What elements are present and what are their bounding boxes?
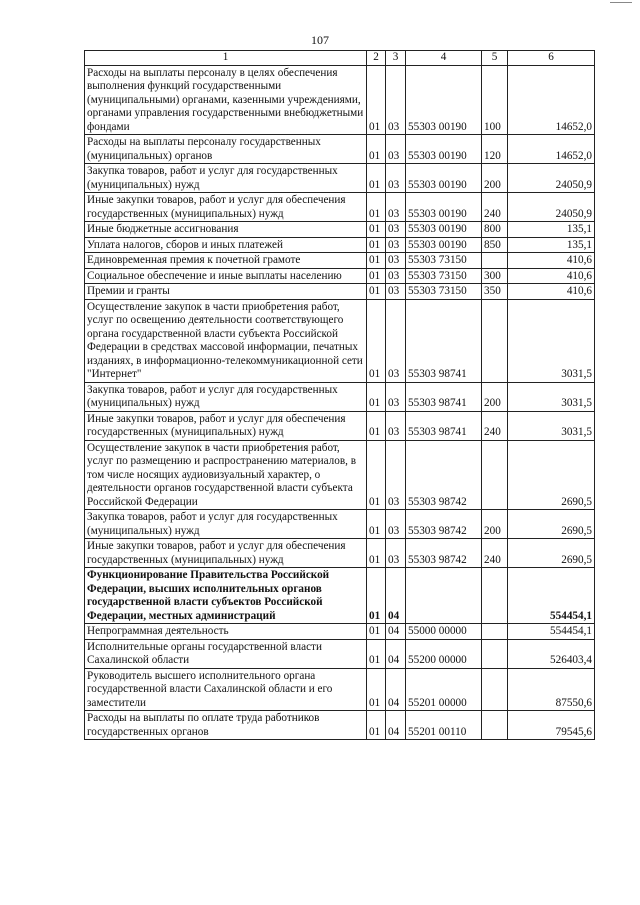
table-row bbox=[85, 539, 595, 568]
row-amount: 3031,5 bbox=[508, 411, 595, 440]
row-amount: 410,6 bbox=[508, 284, 595, 300]
row-subsection: 03 bbox=[386, 284, 406, 300]
row-target-article: 55201 00000 bbox=[406, 668, 482, 711]
row-name: Осуществление закупок в части приобретения работ, услуг по размещению и распространению материалов, в том числе носящих аудиовизуальный характер, о деятельности органов государственной власти субъекта Российской Федерации bbox=[85, 440, 367, 510]
header-cell-4: 4 bbox=[406, 51, 482, 66]
table-row bbox=[85, 65, 595, 135]
row-section: 01 bbox=[367, 668, 386, 711]
row-subsection: 03 bbox=[386, 222, 406, 238]
row-target-article: 55303 73150 bbox=[406, 268, 482, 284]
row-subsection: 03 bbox=[386, 193, 406, 222]
row-expense-type: 240 bbox=[482, 193, 508, 222]
row-amount: 14652,0 bbox=[508, 135, 595, 164]
row-target-article: 55303 98741 bbox=[406, 299, 482, 382]
row-subsection: 04 bbox=[386, 639, 406, 668]
row-subsection: 03 bbox=[386, 539, 406, 568]
row-amount: 2690,5 bbox=[508, 539, 595, 568]
table-row bbox=[85, 624, 595, 640]
header-cell-5: 5 bbox=[482, 51, 508, 66]
table-row bbox=[85, 440, 595, 510]
row-target-article: 55303 00190 bbox=[406, 193, 482, 222]
row-name: Расходы на выплаты персоналу государственных (муниципальных) органов bbox=[85, 135, 367, 164]
row-target-article: 55000 00000 bbox=[406, 624, 482, 640]
table-row bbox=[85, 253, 595, 269]
row-expense-type: 200 bbox=[482, 164, 508, 193]
row-section: 01 bbox=[367, 164, 386, 193]
row-target-article: 55303 73150 bbox=[406, 253, 482, 269]
row-target-article: 55201 00110 bbox=[406, 711, 482, 740]
row-name: Единовременная премия к почетной грамоте bbox=[85, 253, 367, 269]
row-target-article bbox=[406, 568, 482, 624]
row-section: 01 bbox=[367, 510, 386, 539]
row-name: Иные закупки товаров, работ и услуг для обеспечения государственных (муниципальных) нужд bbox=[85, 193, 367, 222]
row-subsection: 03 bbox=[386, 135, 406, 164]
row-amount: 3031,5 bbox=[508, 382, 595, 411]
header-cell-2: 2 bbox=[367, 51, 386, 66]
row-section: 01 bbox=[367, 440, 386, 510]
row-target-article: 55303 00190 bbox=[406, 164, 482, 193]
row-target-article: 55303 98742 bbox=[406, 539, 482, 568]
table-row bbox=[85, 135, 595, 164]
row-amount: 2690,5 bbox=[508, 510, 595, 539]
row-target-article: 55303 98741 bbox=[406, 411, 482, 440]
table-row bbox=[85, 568, 595, 624]
row-expense-type bbox=[482, 299, 508, 382]
row-name: Закупка товаров, работ и услуг для государственных (муниципальных) нужд bbox=[85, 382, 367, 411]
row-subsection: 03 bbox=[386, 237, 406, 253]
row-amount: 135,1 bbox=[508, 237, 595, 253]
row-amount: 14652,0 bbox=[508, 65, 595, 135]
row-subsection: 03 bbox=[386, 65, 406, 135]
row-amount: 554454,1 bbox=[508, 568, 595, 624]
row-section: 01 bbox=[367, 284, 386, 300]
row-section: 01 bbox=[367, 253, 386, 269]
row-name: Закупка товаров, работ и услуг для государственных (муниципальных) нужд bbox=[85, 164, 367, 193]
header-cell-1: 1 bbox=[85, 51, 367, 66]
row-expense-type bbox=[482, 253, 508, 269]
table-row bbox=[85, 222, 595, 238]
row-subsection: 04 bbox=[386, 568, 406, 624]
row-expense-type: 240 bbox=[482, 539, 508, 568]
page-number: 107 bbox=[311, 33, 329, 47]
row-name: Иные закупки товаров, работ и услуг для обеспечения государственных (муниципальных) нужд bbox=[85, 539, 367, 568]
row-section: 01 bbox=[367, 135, 386, 164]
row-subsection: 04 bbox=[386, 668, 406, 711]
row-amount: 135,1 bbox=[508, 222, 595, 238]
row-section: 01 bbox=[367, 411, 386, 440]
row-section: 01 bbox=[367, 382, 386, 411]
row-name: Функционирование Правительства Российской Федерации, высших исполнительных органов государственной власти субъектов Российской Федерации, местных администраций bbox=[85, 568, 367, 624]
table-row bbox=[85, 711, 595, 740]
row-expense-type: 800 bbox=[482, 222, 508, 238]
row-name: Расходы на выплаты по оплате труда работников государственных органов bbox=[85, 711, 367, 740]
row-target-article: 55303 00190 bbox=[406, 65, 482, 135]
row-amount: 24050,9 bbox=[508, 193, 595, 222]
header-cell-6: 6 bbox=[508, 51, 595, 66]
row-section: 01 bbox=[367, 237, 386, 253]
row-target-article: 55303 98742 bbox=[406, 510, 482, 539]
row-expense-type bbox=[482, 668, 508, 711]
row-section: 01 bbox=[367, 222, 386, 238]
row-target-article: 55303 00190 bbox=[406, 135, 482, 164]
row-subsection: 03 bbox=[386, 411, 406, 440]
budget-table bbox=[84, 50, 595, 740]
table-row bbox=[85, 510, 595, 539]
row-expense-type: 200 bbox=[482, 382, 508, 411]
row-name: Социальное обеспечение и иные выплаты населению bbox=[85, 268, 367, 284]
row-name: Иные бюджетные ассигнования bbox=[85, 222, 367, 238]
row-expense-type: 240 bbox=[482, 411, 508, 440]
row-subsection: 03 bbox=[386, 299, 406, 382]
row-amount: 3031,5 bbox=[508, 299, 595, 382]
table-row bbox=[85, 411, 595, 440]
row-expense-type bbox=[482, 440, 508, 510]
row-expense-type bbox=[482, 639, 508, 668]
table-row bbox=[85, 237, 595, 253]
row-expense-type: 200 bbox=[482, 510, 508, 539]
row-section: 01 bbox=[367, 193, 386, 222]
row-amount: 87550,6 bbox=[508, 668, 595, 711]
row-target-article: 55200 00000 bbox=[406, 639, 482, 668]
header-row bbox=[85, 51, 595, 66]
table-row bbox=[85, 299, 595, 382]
row-amount: 24050,9 bbox=[508, 164, 595, 193]
row-name: Премии и гранты bbox=[85, 284, 367, 300]
row-expense-type bbox=[482, 624, 508, 640]
row-expense-type: 120 bbox=[482, 135, 508, 164]
row-section: 01 bbox=[367, 539, 386, 568]
row-subsection: 04 bbox=[386, 624, 406, 640]
table-row bbox=[85, 382, 595, 411]
table-row bbox=[85, 164, 595, 193]
row-section: 01 bbox=[367, 568, 386, 624]
table-row bbox=[85, 193, 595, 222]
row-section: 01 bbox=[367, 624, 386, 640]
row-target-article: 55303 98741 bbox=[406, 382, 482, 411]
row-amount: 526403,4 bbox=[508, 639, 595, 668]
row-subsection: 03 bbox=[386, 164, 406, 193]
row-name: Закупка товаров, работ и услуг для государственных (муниципальных) нужд bbox=[85, 510, 367, 539]
row-expense-type: 350 bbox=[482, 284, 508, 300]
row-expense-type: 850 bbox=[482, 237, 508, 253]
row-section: 01 bbox=[367, 268, 386, 284]
header-cell-3: 3 bbox=[386, 51, 406, 66]
row-subsection: 03 bbox=[386, 510, 406, 539]
table-row bbox=[85, 268, 595, 284]
row-section: 01 bbox=[367, 299, 386, 382]
row-name: Расходы на выплаты персоналу в целях обеспечения выполнения функций государственными (муниципальными) органами, казенными учреждениями, органами управления государственными внебюджетными фондами bbox=[85, 65, 367, 135]
row-target-article: 55303 73150 bbox=[406, 284, 482, 300]
row-section: 01 bbox=[367, 639, 386, 668]
row-name: Иные закупки товаров, работ и услуг для обеспечения государственных (муниципальных) нужд bbox=[85, 411, 367, 440]
row-subsection: 03 bbox=[386, 268, 406, 284]
row-expense-type: 300 bbox=[482, 268, 508, 284]
row-amount: 410,6 bbox=[508, 253, 595, 269]
row-expense-type bbox=[482, 568, 508, 624]
row-expense-type bbox=[482, 711, 508, 740]
row-amount: 79545,6 bbox=[508, 711, 595, 740]
row-subsection: 04 bbox=[386, 711, 406, 740]
row-name: Непрограммная деятельность bbox=[85, 624, 367, 640]
row-subsection: 03 bbox=[386, 440, 406, 510]
row-subsection: 03 bbox=[386, 253, 406, 269]
row-name: Осуществление закупок в части приобретения работ, услуг по освещению деятельности соответствующего органа государственной власти субъекта Российской Федерации в средствах массовой информации, печатных изданиях, в информационно-телекоммуникационной сети "Интернет" bbox=[85, 299, 367, 382]
row-name: Исполнительные органы государственной власти Сахалинской области bbox=[85, 639, 367, 668]
table-row bbox=[85, 284, 595, 300]
row-amount: 410,6 bbox=[508, 268, 595, 284]
table-row bbox=[85, 668, 595, 711]
row-expense-type: 100 bbox=[482, 65, 508, 135]
row-amount: 554454,1 bbox=[508, 624, 595, 640]
row-amount: 2690,5 bbox=[508, 440, 595, 510]
corner-scan-mark bbox=[610, 2, 632, 3]
row-target-article: 55303 98742 bbox=[406, 440, 482, 510]
row-subsection: 03 bbox=[386, 382, 406, 411]
table-row bbox=[85, 639, 595, 668]
row-name: Уплата налогов, сборов и иных платежей bbox=[85, 237, 367, 253]
row-target-article: 55303 00190 bbox=[406, 222, 482, 238]
row-section: 01 bbox=[367, 65, 386, 135]
row-name: Руководитель высшего исполнительного органа государственной власти Сахалинской области и его заместители bbox=[85, 668, 367, 711]
row-target-article: 55303 00190 bbox=[406, 237, 482, 253]
row-section: 01 bbox=[367, 711, 386, 740]
